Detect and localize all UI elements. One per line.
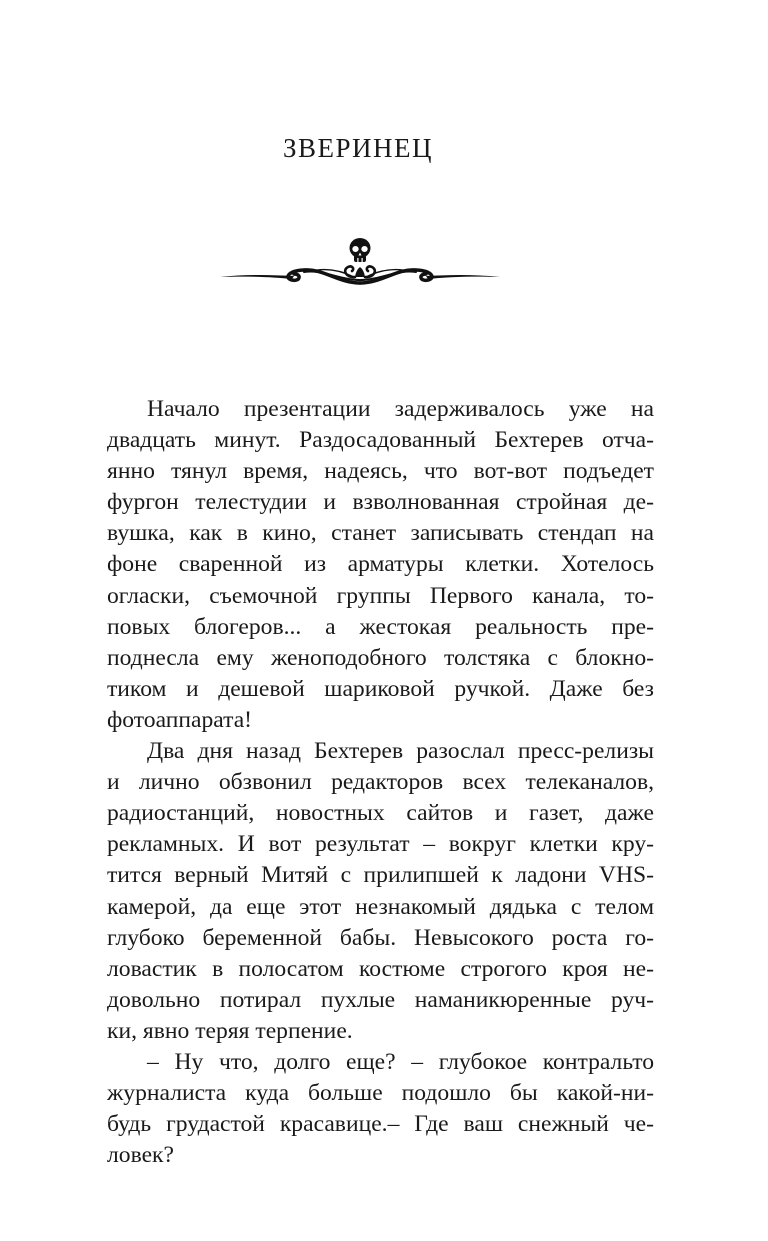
text-line: рекламных. И вот результат – вокруг клетки кру- [107, 831, 654, 858]
text-line: фотоаппарата! [107, 706, 253, 733]
paragraph [107, 736, 654, 1047]
text-line: вушка, как в кино, станет записывать стендап на [107, 520, 654, 547]
text-line: ловастик в полосатом костюме строгого кроя не- [107, 955, 654, 982]
text-line: двадцать минут. Раздосадованный Бехтерев отча- [107, 427, 654, 454]
text-line: журналиста куда больше подошло бы какой-ни- [107, 1080, 654, 1107]
text-line: фургон телестудии и взволнованная стройная де- [107, 489, 654, 516]
text-line: поднесла ему женоподобного толстяка с блокно- [107, 644, 654, 671]
skull-flourish-divider-icon [218, 236, 502, 288]
text-line: огласки, съемочной группы Первого канала, то- [107, 582, 654, 609]
text-line: фоне сваренной из арматуры клетки. Хотелось [107, 551, 654, 578]
chapter-title: ЗВЕРИНЕЦ [282, 133, 434, 163]
text-line: и лично обзвонил редакторов всех телеканалов, [107, 769, 654, 796]
text-line: Два дня назад Бехтерев разослал пресс-релизы [147, 738, 654, 765]
paragraph [107, 1047, 654, 1171]
text-line: Начало презентации задерживалось уже на [147, 396, 654, 422]
text-line: камерой, да еще этот незнакомый дядька с телом [107, 893, 654, 920]
chapter-body [107, 394, 654, 1171]
text-line: глубоко беременной бабы. Невысокого роста го- [107, 924, 654, 951]
text-line: ловек? [107, 1142, 174, 1169]
text-line: тится верный Митяй с прилипшей к ладони VHS- [107, 862, 654, 889]
paragraph [107, 394, 654, 736]
text-line: повых блогеров... а жестокая реальность пре- [107, 613, 654, 640]
text-line: радиостанций, новостных сайтов и газет, даже [107, 800, 654, 827]
text-line: янно тянул время, надеясь, что вот-вот подъедет [107, 458, 654, 485]
text-line: будь грудастой красавице.– Где ваш снежный че- [107, 1111, 654, 1138]
text-line: – Ну что, долго еще? – глубокое контральто [147, 1048, 654, 1075]
text-line: тиком и дешевой шариковой ручкой. Даже без [107, 675, 654, 702]
text-line: довольно потирал пухлые наманикюренные руч- [107, 986, 654, 1013]
text-line: ки, явно теряя терпение. [107, 1017, 353, 1044]
